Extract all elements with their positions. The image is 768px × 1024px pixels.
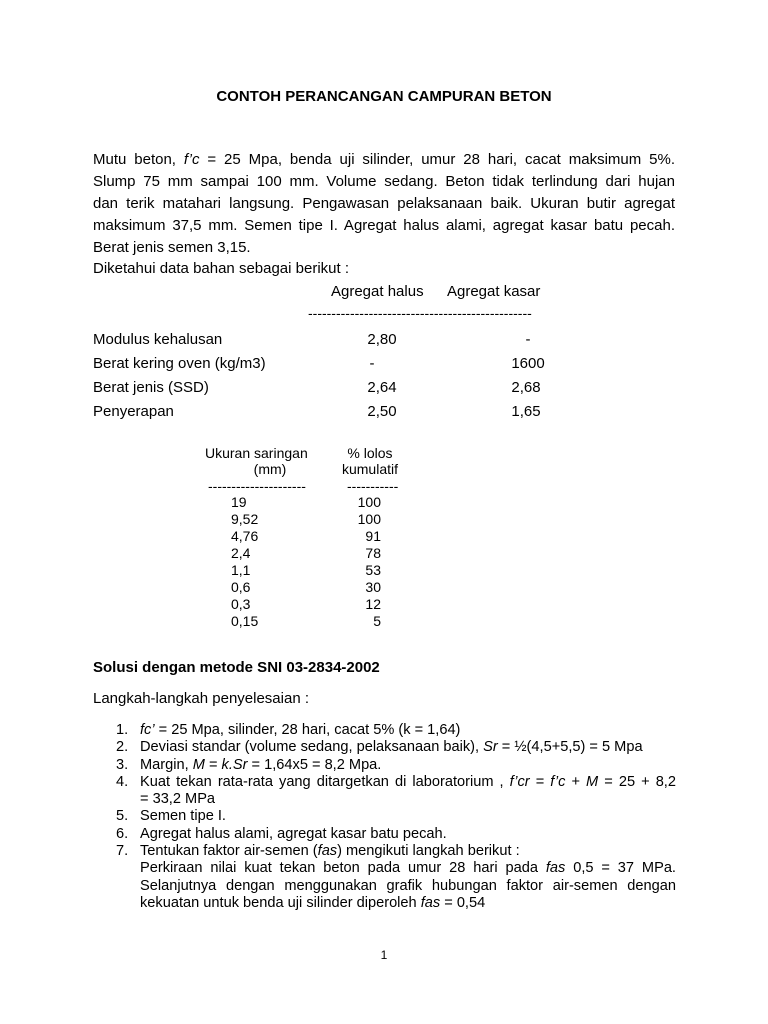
fc-symbol: fc’: [140, 722, 155, 738]
sieve-size: 19: [231, 494, 247, 510]
step-7-line-4: [140, 895, 676, 912]
sieve-size: 0,15: [231, 613, 259, 629]
sieve-header-size: Ukuran saringan: [205, 445, 308, 461]
intro-text: = 25 Mpa, benda uji silinder, umur 28 hari, cacat maksimum 5%.: [199, 151, 676, 168]
step-text: = 1,64x5 = 8,2 Mpa.: [247, 756, 382, 773]
step-7: [116, 843, 676, 912]
materials-separator: ------------------------------------------------: [308, 305, 532, 321]
sieve-header-pass: % lolos: [347, 445, 393, 461]
sieve-header-pass-sub: kumulatif: [341, 461, 399, 477]
sr-symbol: Sr: [483, 739, 498, 756]
step-4-line-1: [140, 774, 676, 791]
materials-row-fine: 2,50: [367, 403, 397, 420]
materials-row-coarse: 1,65: [511, 403, 541, 420]
sieve-pass: 100: [357, 511, 381, 527]
materials-row-coarse: 2,68: [511, 379, 541, 396]
sieve-size: 0,6: [231, 579, 251, 595]
step-2: [116, 739, 676, 756]
step-text: kekuatan untuk benda uji silinder diperoleh: [140, 894, 421, 911]
sieve-pass: 78: [365, 545, 381, 561]
step-number: 7.: [116, 843, 129, 860]
materials-row-label: Penyerapan: [93, 403, 174, 420]
sieve-header-size-unit: (mm): [253, 461, 287, 477]
step-text: =: [529, 773, 551, 790]
step-text: =: [204, 756, 222, 773]
sieve-pass: 30: [365, 579, 381, 595]
step-3: [116, 757, 676, 774]
sieve-size: 0,3: [231, 596, 251, 612]
sieve-size: 1,1: [231, 562, 251, 578]
step-text: Deviasi standar (volume sedang, pelaksanaan baik),: [140, 739, 484, 756]
fas-symbol: fas: [420, 894, 441, 911]
fc-symbol: f’c: [550, 773, 566, 790]
step-number: 3.: [116, 756, 129, 773]
materials-header-coarse: Agregat kasar: [447, 283, 541, 300]
materials-row-fine: 2,80: [367, 331, 397, 348]
solution-steps: [116, 722, 676, 912]
materials-row-coarse: -: [525, 331, 531, 348]
sieve-pass: 5: [373, 613, 381, 629]
step-text: = 25 Mpa, silinder, 28 hari, cacat 5% (k = 1,64): [154, 722, 461, 738]
step-text: = 25 + 8,2: [598, 773, 676, 790]
step-4-line-2: = 33,2 MPa: [140, 791, 216, 808]
solution-heading: Solusi dengan metode SNI 03-2834-2002: [93, 659, 380, 676]
step-number: 2.: [116, 739, 129, 756]
step-text: 0,5 = 37 MPa.: [565, 860, 676, 877]
sieve-pass: 12: [365, 596, 381, 612]
step-text: = 0,54: [440, 894, 486, 911]
sieve-pass: 91: [365, 528, 381, 544]
sieve-separator: -----------: [347, 478, 399, 494]
document-title: CONTOH PERANCANGAN CAMPURAN BETON: [216, 88, 552, 105]
intro-line-3: dan terik matahari langsung. Pengawasan pelaksanaan baik. Ukuran butir agregat: [93, 195, 675, 212]
fc-symbol: f’c: [183, 151, 200, 168]
materials-row-label: Modulus kehalusan: [93, 331, 223, 348]
step-text: Agregat halus alami, agregat kasar batu pecah.: [140, 825, 447, 842]
sieve-pass: 53: [365, 562, 381, 578]
m-symbol: M: [586, 773, 599, 790]
step-text: Kuat tekan rata-rata yang ditargetkan di laboratorium ,: [140, 773, 510, 790]
intro-line-4: maksimum 37,5 mm. Semen tipe I. Agregat halus alami, agregat kasar batu pecah.: [93, 217, 675, 234]
sieve-pass: 100: [357, 494, 381, 510]
sieve-size: 2,4: [231, 545, 251, 561]
step-number: 6.: [116, 825, 129, 842]
materials-header-fine: Agregat halus: [331, 283, 424, 300]
step-text: +: [565, 773, 587, 790]
ksr-symbol: k.Sr: [221, 756, 248, 773]
sieve-size: 4,76: [231, 528, 259, 544]
intro-line-1: [93, 149, 675, 171]
step-number: 4.: [116, 773, 129, 790]
step-text: ) mengikuti langkah berikut :: [337, 843, 520, 860]
fas-symbol: fas: [545, 860, 566, 877]
intro-text: Mutu beton,: [93, 151, 184, 168]
step-7-line-3: Selanjutnya dengan menggunakan grafik hubungan faktor air-semen dengan: [140, 877, 676, 894]
sieve-separator: ---------------------: [208, 478, 306, 494]
known-data-intro: Diketahui data bahan sebagai berikut :: [93, 260, 350, 277]
m-symbol: M: [192, 756, 205, 773]
step-5: [116, 808, 676, 825]
materials-row-fine: -: [369, 355, 375, 372]
intro-line-2: Slump 75 mm sampai 100 mm. Volume sedang. Beton tidak terlindung dari hujan: [93, 173, 675, 190]
step-number: 1.: [116, 722, 129, 738]
intro-paragraph: [93, 149, 675, 259]
step-6: [116, 826, 676, 843]
step-text: Margin,: [140, 756, 193, 773]
step-4: [116, 774, 676, 809]
step-text: Tentukan faktor air-semen (: [140, 843, 318, 860]
steps-intro: Langkah-langkah penyelesaian :: [93, 690, 309, 707]
fas-symbol: fas: [317, 843, 338, 860]
step-number: 5.: [116, 808, 129, 825]
materials-row-coarse: 1600: [511, 355, 545, 372]
step-text: = ½(4,5+5,5) = 5 Mpa: [497, 739, 643, 756]
step-7-line-2: [140, 860, 676, 877]
materials-row-fine: 2,64: [367, 379, 397, 396]
materials-row-label: Berat kering oven (kg/m3): [93, 355, 266, 372]
page-number: 1: [380, 948, 388, 962]
step-7-line-1: [140, 843, 676, 860]
step-1: [116, 722, 676, 739]
step-text: Semen tipe I.: [140, 808, 226, 825]
intro-line-5: Berat jenis semen 3,15.: [93, 239, 251, 256]
sieve-size: 9,52: [231, 511, 259, 527]
fcr-symbol: f’cr: [509, 773, 530, 790]
materials-row-label: Berat jenis (SSD): [93, 379, 209, 396]
step-text: Perkiraan nilai kuat tekan beton pada umur 28 hari pada: [140, 860, 546, 877]
